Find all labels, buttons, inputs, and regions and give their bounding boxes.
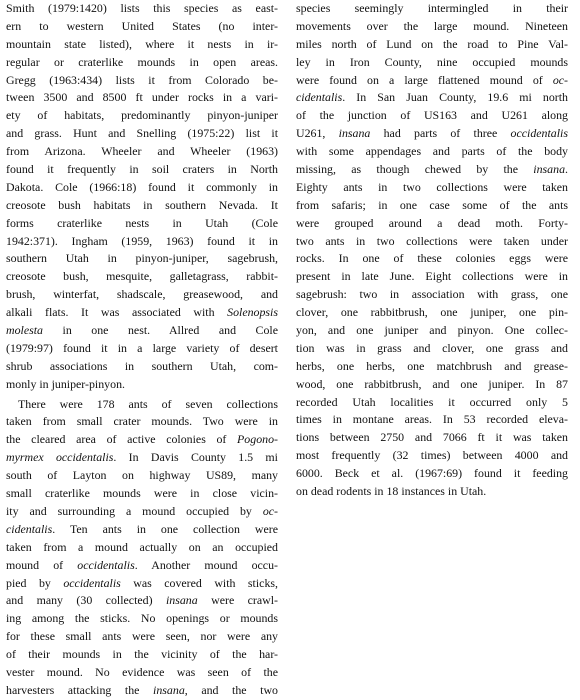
text-line	[6, 233, 278, 251]
text-run: was covered with sticks,	[120, 575, 278, 590]
text-line	[296, 286, 568, 304]
text-run: yon, and one juniper and pinyon. One collec-	[296, 323, 568, 338]
text-line	[296, 429, 568, 447]
text-run: in one nest. Allred and Cole	[43, 323, 278, 338]
text-line	[6, 54, 278, 72]
text-run: tion was in grass and clover, one grass and	[296, 340, 568, 355]
text-line	[6, 340, 278, 358]
text-line	[296, 268, 568, 286]
italic-text: occidentalis	[77, 557, 135, 572]
text-line	[6, 431, 278, 449]
italic-text: Solenopsis	[227, 305, 278, 320]
text-line	[6, 197, 278, 215]
text-run: . Another mound occu-	[134, 557, 278, 572]
text-run: of their mounds in the vicinity of the har-	[6, 647, 278, 662]
text-line	[296, 250, 568, 268]
text-line	[6, 503, 278, 521]
text-run: taken from a mound actually on an occupied	[6, 539, 278, 554]
text-line	[6, 304, 278, 322]
text-line	[6, 664, 278, 682]
text-run: tween 3500 and 8500 ft under rocks in a vari-	[6, 90, 278, 105]
text-run: small craterlike mounds were in close vicin-	[6, 486, 278, 501]
text-run: for these small ants were seen, nor were any	[6, 629, 278, 644]
text-run: creosote bush habitats in southern Nevada. It	[6, 197, 278, 212]
left-column	[6, 0, 278, 700]
text-run: shrub associations in southern Utah, com-	[6, 358, 278, 373]
text-line	[296, 125, 568, 143]
text-run: . In Davis County 1.5 mi	[113, 450, 278, 465]
italic-text: insana	[338, 126, 371, 141]
text-run: sagebrush: two in association with grass, one	[296, 287, 568, 302]
text-line	[6, 89, 278, 107]
text-run: . Ten ants in one collection were	[52, 521, 278, 536]
text-line	[6, 143, 278, 161]
text-run: from safaris; in one case some of the ants	[296, 197, 568, 212]
italic-text: Pogono-	[237, 432, 278, 447]
text-run: mountain state listed), where it nests in ir-	[6, 36, 278, 51]
text-line	[296, 411, 568, 429]
text-line	[6, 125, 278, 143]
text-line	[6, 36, 278, 54]
text-line	[296, 72, 568, 90]
text-run: regular or craterlike mounds in open areas.	[6, 54, 278, 69]
text-run: present in late June. Eight collections were in	[296, 269, 568, 284]
text-line	[6, 610, 278, 628]
paragraph	[6, 0, 278, 394]
text-line	[6, 592, 278, 610]
text-line	[296, 54, 568, 72]
text-run: tions between 2750 and 7066 ft it was taken	[296, 430, 568, 445]
paragraph	[296, 0, 568, 501]
text-run: clover, one rabbitbrush, one juniper, one pin-	[296, 305, 568, 320]
text-line	[296, 465, 568, 483]
text-line	[296, 215, 568, 233]
text-run: ity and surrounding a mound occupied by	[6, 503, 263, 518]
text-run: most frequently (32 times) between 4000 and	[296, 448, 568, 463]
text-line	[296, 36, 568, 54]
text-line	[6, 646, 278, 664]
text-run: ety of habitats, predominantly pinyon-juniper	[6, 108, 278, 123]
text-run: monly in juniper-pinyon.	[6, 376, 125, 391]
text-line	[6, 268, 278, 286]
italic-text: molesta	[6, 323, 43, 338]
text-line	[296, 358, 568, 376]
text-line	[6, 539, 278, 557]
text-run: of the junction of US163 and U261 along	[296, 108, 568, 123]
text-run: times in montane areas. In 53 recorded eleva-	[296, 412, 568, 427]
text-run: . In San Juan County, 19.6 mi north	[342, 90, 568, 105]
italic-text: insana	[165, 593, 198, 608]
text-run: 6000. Beck et al. (1967:69) found it feeding	[296, 466, 568, 481]
text-line	[296, 197, 568, 215]
italic-text: cidentalis	[296, 90, 343, 105]
text-run: herbs, one herbs, one matchbrush and grease-	[296, 358, 568, 373]
text-run: , and the two	[184, 682, 278, 697]
text-line	[296, 304, 568, 322]
text-line	[6, 72, 278, 90]
text-line	[6, 682, 278, 700]
text-run: recorded Utah localities it occurred only 5	[296, 394, 568, 409]
text-line	[296, 18, 568, 36]
text-run: and many (30 collected)	[6, 593, 166, 608]
text-run: miles north of Lund on the road to Pine Val-	[296, 36, 568, 51]
text-line	[6, 628, 278, 646]
text-run: U261,	[296, 126, 339, 141]
text-line	[6, 413, 278, 431]
text-line	[6, 467, 278, 485]
text-run: species seemingly intermingled in their	[296, 1, 568, 15]
text-line	[6, 215, 278, 233]
text-line	[296, 161, 568, 179]
text-run: from Arizona. Wheeler and Wheeler (1963)	[6, 144, 278, 159]
text-run: with some appendages and parts of the body	[296, 144, 568, 159]
text-line	[6, 396, 278, 414]
text-run: Dakota. Cole (1966:18) found it commonly in	[6, 179, 278, 194]
italic-text: myrmex occidentalis	[6, 450, 114, 465]
text-run: ing among the sticks. No openings or mounds	[6, 611, 278, 626]
text-line	[296, 143, 568, 161]
text-run: two ants in two collections were taken under	[296, 233, 568, 248]
text-run: rocks. In one of these colonies eggs were	[296, 251, 568, 266]
text-run: wood, one rabbitbrush, and one juniper. In 87	[296, 376, 568, 391]
text-run: ley in Iron County, nine occupied mounds	[296, 54, 568, 69]
text-line	[6, 358, 278, 376]
text-line	[6, 485, 278, 503]
text-line	[296, 179, 568, 197]
text-run: mound of	[6, 557, 78, 572]
text-run: south of Layton on highway US89, many	[6, 468, 278, 483]
text-line	[6, 179, 278, 197]
text-line	[296, 322, 568, 340]
text-line	[296, 0, 568, 18]
text-line	[6, 250, 278, 268]
paragraph	[6, 396, 278, 700]
text-line	[6, 521, 278, 539]
text-line	[6, 18, 278, 36]
text-line	[296, 107, 568, 125]
text-line	[6, 0, 278, 18]
text-run: pied by	[6, 575, 64, 590]
text-line	[296, 376, 568, 394]
text-run: (1979:97) found it in a large variety of desert	[6, 340, 278, 355]
text-run: creosote bush, mesquite, galletagrass, rabbit-	[6, 269, 278, 284]
text-run: movements over the large mound. Nineteen	[296, 18, 568, 33]
text-line	[6, 286, 278, 304]
italic-text: occidentalis	[510, 126, 568, 141]
text-run: on dead rodents in 18 instances in Utah.	[296, 484, 487, 499]
text-run: the cleared area of active colonies of	[6, 432, 238, 447]
italic-text: occidentalis	[63, 575, 121, 590]
italic-text: insana	[153, 682, 185, 697]
text-run: There were 178 ants of seven collections	[18, 396, 278, 411]
text-run: .	[565, 162, 568, 177]
text-run: Smith (1979:1420) lists this species as east-	[6, 1, 278, 15]
text-run: taken from small crater mounds. Two were in	[6, 414, 278, 429]
text-line	[296, 89, 568, 107]
text-line	[6, 557, 278, 575]
text-run: southern Utah in pinyon-juniper, sagebrush,	[6, 251, 278, 266]
text-line	[296, 340, 568, 358]
text-line	[296, 447, 568, 465]
text-run: harvesters attacking the	[6, 682, 154, 697]
text-run: vester mound. No evidence was seen of the	[6, 664, 278, 679]
right-column	[296, 0, 568, 501]
text-run: 1942:371). Ingham (1959, 1963) found it in	[6, 233, 278, 248]
italic-text: oc-	[262, 503, 278, 518]
text-line	[6, 575, 278, 593]
italic-text: oc-	[552, 72, 568, 87]
text-run: found it frequently in soil craters in North	[6, 162, 278, 177]
italic-text: cidentalis	[6, 521, 53, 536]
text-line	[296, 483, 568, 501]
text-run: had parts of three	[370, 126, 511, 141]
text-run: Gregg (1963:434) lists it from Colorado be-	[6, 72, 278, 87]
text-run: were grouped around a dead moth. Forty-	[296, 215, 568, 230]
text-line	[6, 376, 278, 394]
text-run: and grass. Hunt and Snelling (1975:22) list it	[6, 126, 278, 141]
text-run: brush, winterfat, shadscale, greasewood, and	[6, 287, 278, 302]
italic-text: insana	[533, 162, 566, 177]
text-line	[296, 394, 568, 412]
text-run: Eighty ants in two collections were taken	[296, 179, 568, 194]
text-run: were crawl-	[197, 593, 279, 608]
text-line	[6, 161, 278, 179]
text-run: forms craterlike nests in Utah (Cole	[6, 215, 278, 230]
text-line	[6, 449, 278, 467]
text-run: alkali flats. It was associated with	[6, 305, 228, 320]
text-line	[296, 233, 568, 251]
text-run: missing, as though chewed by the	[296, 162, 534, 177]
text-run: were found on a large flattened mound of	[296, 72, 553, 87]
text-line	[6, 107, 278, 125]
text-run: ern to western United States (no inter-	[6, 18, 278, 33]
text-line	[6, 322, 278, 340]
